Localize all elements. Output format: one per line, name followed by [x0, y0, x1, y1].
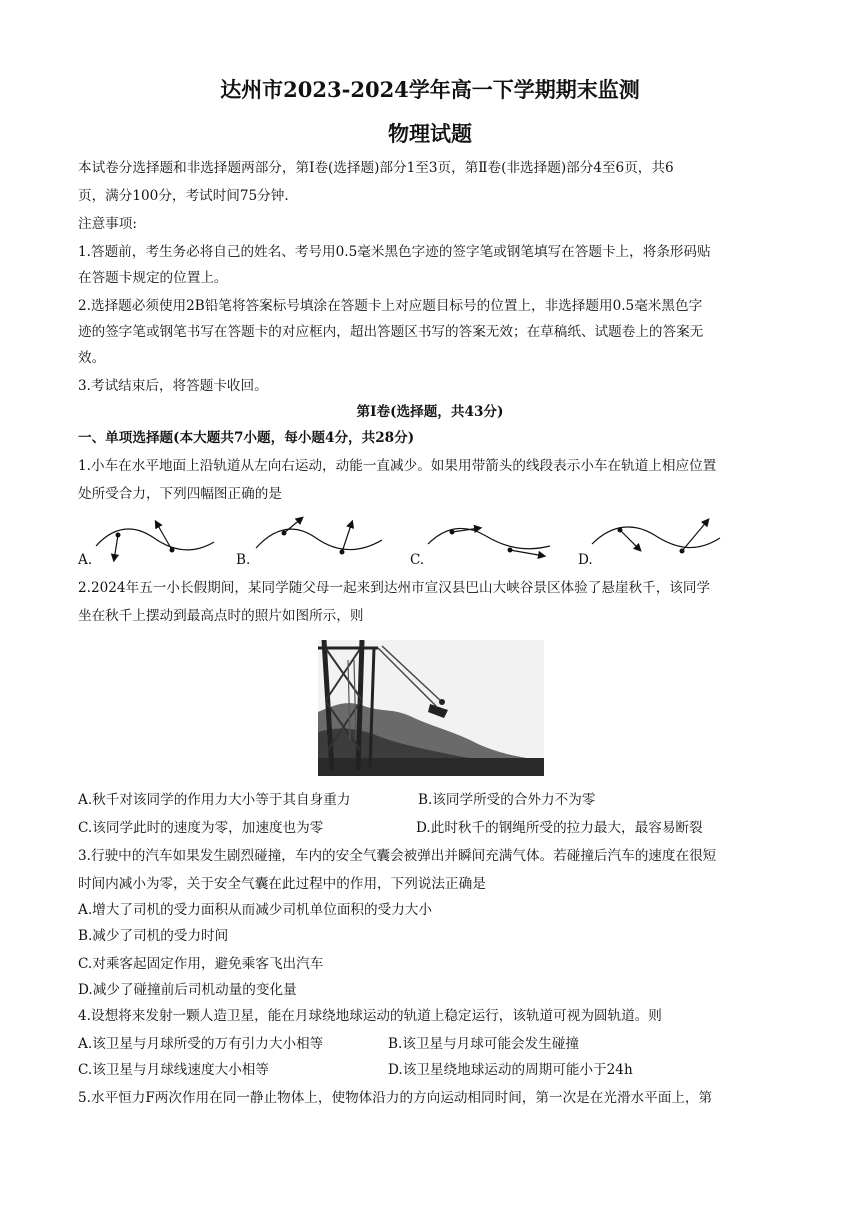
q3-option-c: C.对乘客起固定作用，避免乘客飞出汽车	[78, 956, 324, 972]
notice-title: 注意事项:	[78, 216, 137, 232]
q1-figure-d	[590, 516, 724, 566]
q2-option-a: A.秋千对该同学的作用力大小等于其自身重力	[78, 792, 351, 808]
q1-figure-b	[254, 514, 386, 566]
q1-figure-a	[94, 516, 218, 566]
q2-line-1: 2.2024年五一小长假期间，某同学随父母一起来到达州市宣汉县巴山大峡谷景区体验了悬崖秋千，该同学	[78, 580, 711, 596]
q4-option-c: C.该卫星与月球线速度大小相等	[78, 1062, 269, 1078]
part1-title: 第Ⅰ卷(选择题，共43分)	[356, 404, 504, 420]
notice-line-6: 3.考试结束后，将答题卡收回。	[78, 378, 268, 394]
notice-line-2: 在答题卡规定的位置上。	[78, 270, 228, 286]
q1-line-1: 1.小车在水平地面上沿轨道从左向右运动，动能一直减少。如果用带箭头的线段表示小车在轨道上相应位置	[78, 458, 717, 474]
notice-line-5: 效。	[78, 350, 106, 366]
exam-subtitle: 物理试题	[388, 121, 472, 146]
q1-label-b: B.	[236, 552, 251, 568]
q4-line-1: 4.设想将来发射一颗人造卫星，能在月球绕地球运动的轨道上稳定运行，该轨道可视为圆轨道。则	[78, 1008, 662, 1024]
notice-line-1: 1.答题前，考生务必将自己的姓名、考号用0.5毫米黑色字迹的签字笔或钢笔填写在答题卡上，将条形码贴	[78, 244, 711, 260]
exam-title: 达州市2023-2024学年高一下学期期末监测	[220, 77, 640, 102]
q2-line-2: 坐在秋千上摆动到最高点时的照片如图所示，则	[78, 608, 364, 624]
q2-option-b: B.该同学所受的合外力不为零	[418, 792, 596, 808]
q5-line-1: 5.水平恒力F两次作用在同一静止物体上，使物体沿力的方向运动相同时间，第一次是在光滑水平面上，第	[78, 1090, 713, 1106]
intro-line-1: 本试卷分选择题和非选择题两部分，第Ⅰ卷(选择题)部分1至3页，第Ⅱ卷(非选择题)部分4至6页，共6	[78, 160, 674, 176]
q3-line-2: 时间内减小为零，关于安全气囊在此过程中的作用，下列说法正确是	[78, 876, 486, 892]
q4-option-d: D.该卫星绕地球运动的周期可能小于24h	[388, 1062, 633, 1078]
q1-figure-c	[426, 518, 554, 566]
q1-label-d: D.	[578, 552, 593, 568]
swing-photo	[318, 640, 544, 776]
q3-option-d: D.减少了碰撞前后司机动量的变化量	[78, 982, 297, 998]
q4-option-b: B.该卫星与月球可能会发生碰撞	[388, 1036, 580, 1052]
q4-option-a: A.该卫星与月球所受的万有引力大小相等	[78, 1036, 324, 1052]
q1-label-c: C.	[410, 552, 425, 568]
notice-line-3: 2.选择题必须使用2B铅笔将答案标号填涂在答题卡上对应题目标号的位置上，非选择题用0.5毫米黑色字	[78, 298, 703, 314]
q2-option-d: D.此时秋千的钢绳所受的拉力最大，最容易断裂	[416, 820, 703, 836]
section1-title: 一、单项选择题(本大题共7小题，每小题4分，共28分)	[78, 430, 415, 446]
notice-line-4: 迹的签字笔或钢笔书写在答题卡的对应框内，超出答题区书写的答案无效；在草稿纸、试题卷上的答案无	[78, 324, 704, 340]
q1-line-2: 处所受合力，下列四幅图正确的是	[78, 486, 282, 502]
q3-option-a: A.增大了司机的受力面积从而减少司机单位面积的受力大小	[78, 902, 432, 918]
q3-line-1: 3.行驶中的汽车如果发生剧烈碰撞，车内的安全气囊会被弹出并瞬间充满气体。若碰撞后汽车的速度在很短	[78, 848, 717, 864]
intro-line-2: 页，满分100分，考试时间75分钟.	[78, 188, 289, 204]
q3-option-b: B.减少了司机的受力时间	[78, 928, 229, 944]
q1-label-a: A.	[78, 552, 93, 568]
q2-option-c: C.该同学此时的速度为零，加速度也为零	[78, 820, 324, 836]
